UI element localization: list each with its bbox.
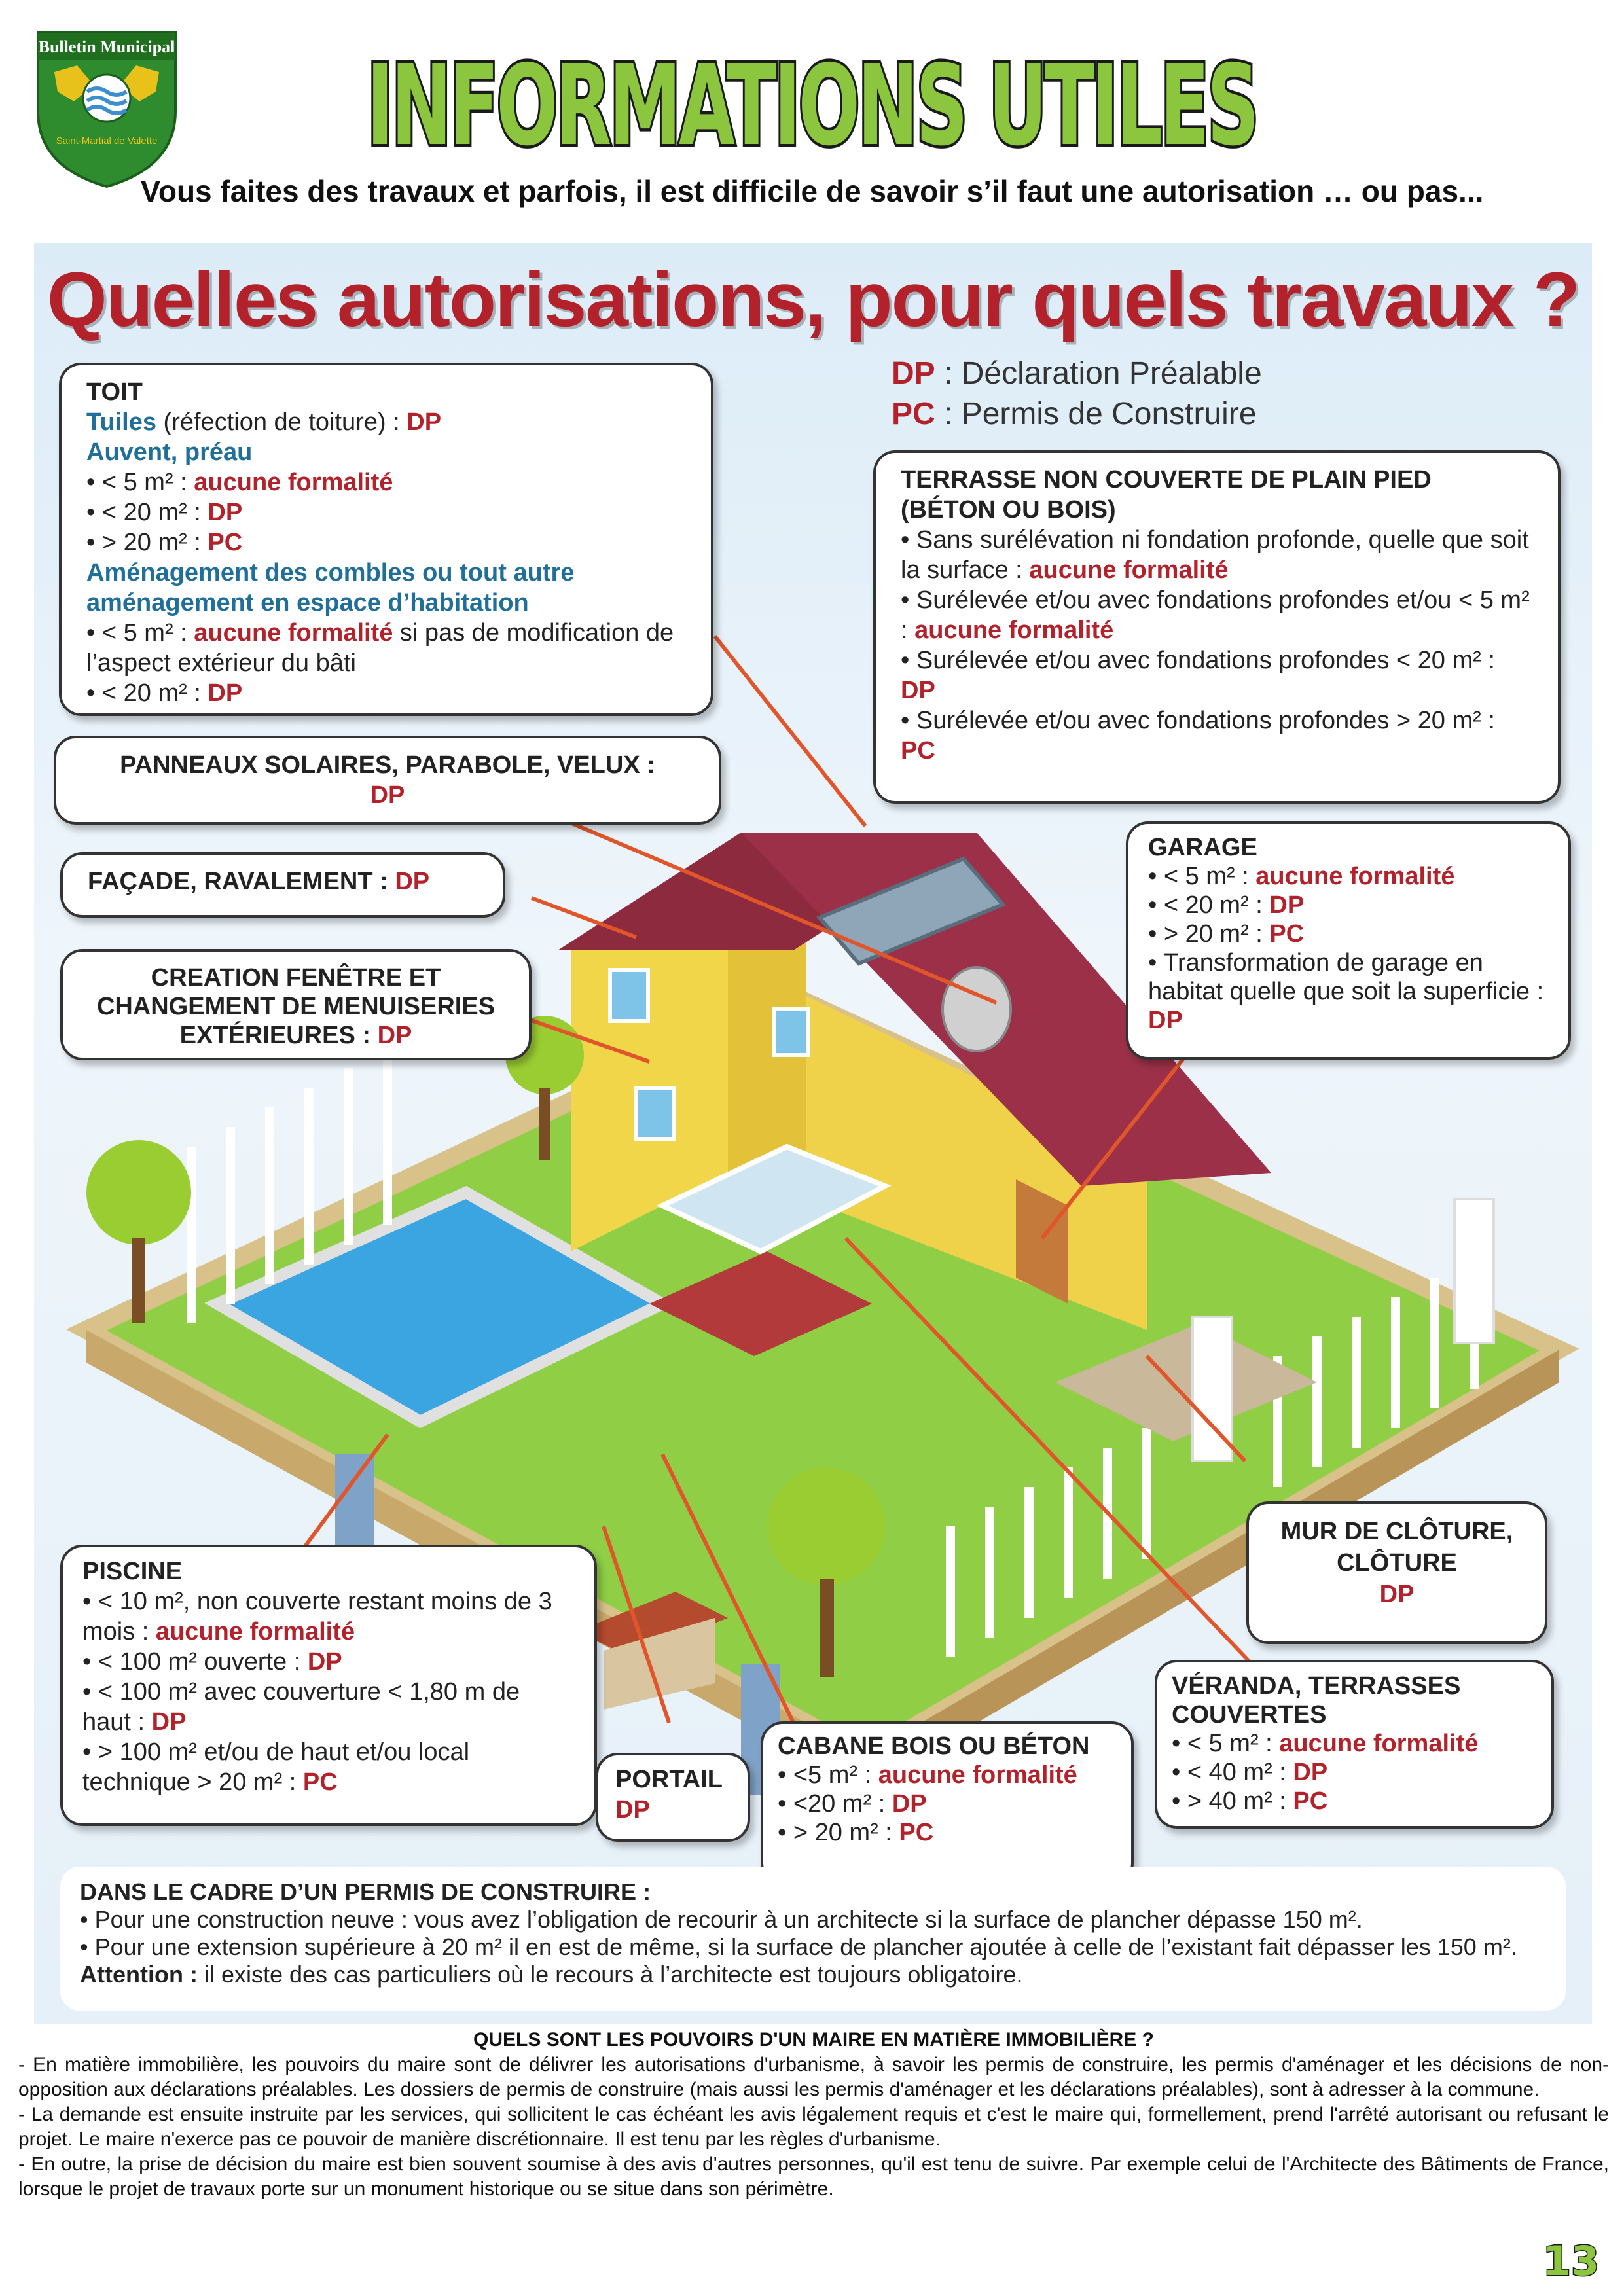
terrasse-t1: • Sans surélévation ni fondation profonde, quelle que soit la surface : xyxy=(901,526,1529,584)
panneaux-val: DP xyxy=(370,781,405,809)
piscine-box xyxy=(60,1545,597,1826)
toit-auvent: Auvent, préau xyxy=(86,439,253,466)
veranda-box xyxy=(1155,1660,1554,1829)
panneaux-box xyxy=(54,736,721,825)
veranda-heading: VÉRANDA, TERRASSES COUVERTES xyxy=(1172,1672,1461,1729)
garage-g1: • < 5 m² : xyxy=(1148,863,1256,890)
cabane-k3-val: PC xyxy=(899,1819,934,1846)
veranda-v3: • > 40 m² : xyxy=(1172,1787,1293,1815)
piscine-p4: • > 100 m² et/ou de haut et/ou local technique > 20 m² : xyxy=(82,1738,470,1796)
permis-l1: • Pour une construction neuve : vous avez l’obligation de recourir à un architecte si la surface de plancher dépasse 150 m². xyxy=(80,1906,1363,1933)
terrasse-t1-val: aucune formalité xyxy=(1029,556,1229,584)
page-number xyxy=(1542,2232,1600,2285)
municipal-crest-logo xyxy=(31,26,182,190)
piscine-p2-val: DP xyxy=(307,1648,342,1676)
mur-box xyxy=(1246,1501,1547,1644)
portail-box xyxy=(596,1753,750,1842)
cabane-k2-val: DP xyxy=(892,1790,927,1818)
toit-combles: Aménagement des combles ou tout autre aménagement en espace d’habitation xyxy=(86,559,575,617)
garage-heading: GARAGE xyxy=(1148,834,1257,861)
garage-g3-val: PC xyxy=(1269,920,1305,948)
crest-text: Bulletin Municipal xyxy=(38,37,175,56)
legend-dp-abbr: DP xyxy=(892,356,935,391)
facade-val: DP xyxy=(395,868,430,895)
terrasse-t2: • Surélevée et/ou avec fondations profondes et/ou < 5 m² : xyxy=(901,586,1530,644)
garage-g4: • Transformation de garage en habitat quelle que soit la superficie : xyxy=(1148,949,1544,1005)
garage-box xyxy=(1126,821,1571,1060)
fenetre-box xyxy=(60,949,532,1060)
toit-c2: • < 20 m² : xyxy=(86,679,208,707)
toit-a1: • < 5 m² : xyxy=(86,469,194,496)
veranda-v2-val: DP xyxy=(1293,1759,1328,1786)
svg-text:INFORMATIONS UTILES: INFORMATIONS UTILES xyxy=(367,41,1257,171)
toit-c2-val: DP xyxy=(208,679,243,707)
garage-g4-val: DP xyxy=(1148,1007,1183,1034)
cabane-k1: • <5 m² : xyxy=(778,1761,878,1789)
toit-c1-text: si pas de modification de l’aspect extérieur du bâti xyxy=(86,619,674,677)
veranda-v1: • < 5 m² : xyxy=(1172,1730,1280,1757)
garage-g2: • < 20 m² : xyxy=(1148,891,1270,919)
crest-subtext: Saint-Martial de Valette xyxy=(56,135,158,147)
toit-heading: TOIT xyxy=(86,378,143,406)
mur-label: MUR DE CLÔTURE, CLÔTURE xyxy=(1280,1518,1513,1577)
cabane-heading: CABANE BOIS OU BÉTON xyxy=(778,1732,1090,1760)
piscine-p2: • < 100 m² ouverte : xyxy=(82,1648,308,1676)
legend: DP : Déclaration Préalable PC : Permis de Construire xyxy=(892,356,1262,431)
piscine-p4-val: PC xyxy=(302,1768,338,1796)
bottom-paragraph-2: - La demande est ensuite instruite par les services, qui sollicitent le cas échéant les avis légalement requis et c'est le maire qui, formellement, prend l'arrêté autorisant ou refusant le projet. Le maire n'exerce pas ce pouvoir de manière discrétionnaire. Il est tenu par les règles d'urbanisme. xyxy=(18,2104,1609,2150)
permis-attention: Attention : xyxy=(80,1961,198,1988)
veranda-v3-val: PC xyxy=(1293,1787,1328,1815)
toit-a2: • < 20 m² : xyxy=(86,499,208,526)
permis-l3: il existe des cas particuliers où le recours à l’architecte est toujours obligatoire. xyxy=(197,1961,1023,1988)
toit-box xyxy=(59,363,713,716)
cabane-k1-val: aucune formalité xyxy=(878,1761,1077,1789)
bottom-paragraph-3: - En outre, la prise de décision du maire est bien souvent soumise à des avis d'autres personnes, qu'il est tenu de suivre. Par exemple celui de l'Architecte des Bâtiments de France, lorsque le projet de travaux porte sur un monument historique ou se situe dans son périmètre. xyxy=(18,2153,1609,2200)
terrasse-box xyxy=(873,450,1561,804)
toit-c1-val: aucune formalité xyxy=(194,619,393,647)
poster-title: Quelles autorisations, pour quels travaux ? xyxy=(46,257,1579,343)
page-subtitle: Vous faites des travaux et parfois, il est difficile de savoir s’il faut une autorisation … ou pas... xyxy=(140,174,1484,208)
terrasse-t3-val: DP xyxy=(901,677,935,704)
svg-text:13: 13 xyxy=(1542,2237,1600,2285)
bottom-paragraph-1: - En matière immobilière, les pouvoirs du maire sont de délivrer les autorisations d'urbanisme, à savoir les permis de construire, les permis d'aménager et les décisions de non-opposition aux déclarations préalables. Les dossiers de permis de construire (mais aussi les permis d'aménager et les déclarations préalables), sont à adresser à la commune. xyxy=(18,2054,1609,2100)
terrasse-t2-val: aucune formalité xyxy=(914,617,1114,644)
piscine-p1: • < 10 m², non couverte restant moins de 3 mois : xyxy=(82,1588,552,1645)
facade-label: FAÇADE, RAVALEMENT : xyxy=(88,868,395,895)
toit-a3-val: PC xyxy=(208,529,243,556)
piscine-heading: PISCINE xyxy=(82,1558,183,1585)
panneaux-label: PANNEAUX SOLAIRES, PARABOLE, VELUX : xyxy=(120,751,655,779)
legend-dp-text: Déclaration Préalable xyxy=(961,356,1262,391)
toit-a2-val: DP xyxy=(208,499,243,526)
fenetre-val: DP xyxy=(377,1022,412,1049)
garage-g1-val: aucune formalité xyxy=(1255,863,1455,890)
terrasse-t4-val: PC xyxy=(901,737,935,764)
fenetre-label: CREATION FENÊTRE ET CHANGEMENT DE MENUISERIES EXTÉRIEURES : xyxy=(96,964,496,1049)
legend-pc-text: Permis de Construire xyxy=(961,397,1257,431)
portail-label: PORTAIL xyxy=(615,1766,723,1793)
veranda-v1-val: aucune formalité xyxy=(1279,1730,1479,1757)
toit-tuiles: Tuiles xyxy=(86,408,156,436)
main-title xyxy=(353,26,1270,177)
terrasse-heading: TERRASSE NON COUVERTE DE PLAIN PIED (BÉTON OU BOIS) xyxy=(901,466,1432,524)
permis-l2: • Pour une extension supérieure à 20 m² il en est de même, si la surface de plancher ajoutée à celle de l’existant fait dépasser les 150 m². xyxy=(80,1933,1517,1960)
portail-val: DP xyxy=(615,1796,650,1823)
terrasse-t4: • Surélevée et/ou avec fondations profondes > 20 m² : xyxy=(901,707,1495,734)
cabane-k2: • <20 m² : xyxy=(778,1790,892,1818)
veranda-v2: • < 40 m² : xyxy=(1172,1759,1293,1786)
toit-tuiles-text: (réfection de toiture) : xyxy=(156,408,407,436)
facade-box xyxy=(60,852,505,918)
bottom-question: QUELS SONT LES POUVOIRS D'UN MAIRE EN MATIÈRE IMMOBILIÈRE ? xyxy=(473,2029,1154,2051)
terrasse-t3: • Surélevée et/ou avec fondations profondes < 20 m² : xyxy=(901,647,1495,674)
toit-a3: • > 20 m² : xyxy=(86,529,208,556)
cabane-k3: • > 20 m² : xyxy=(778,1819,899,1846)
cabane-box xyxy=(761,1721,1134,1885)
bottom-text xyxy=(18,2028,1609,2202)
legend-pc-abbr: PC xyxy=(892,397,935,431)
piscine-p3-val: DP xyxy=(151,1708,187,1736)
toit-tuiles-val: DP xyxy=(406,408,442,436)
toit-a1-val: aucune formalité xyxy=(194,469,393,496)
toit-c1: • < 5 m² : xyxy=(86,619,194,647)
piscine-p1-val: aucune formalité xyxy=(155,1618,355,1645)
garage-g2-val: DP xyxy=(1269,891,1305,919)
permis-heading: DANS LE CADRE D’UN PERMIS DE CONSTRUIRE : xyxy=(80,1878,651,1905)
mur-val: DP xyxy=(1379,1581,1415,1608)
garage-g3: • > 20 m² : xyxy=(1148,920,1270,948)
permis-box xyxy=(60,1867,1566,2011)
infographic-poster xyxy=(34,243,1592,2024)
piscine-p3: • < 100 m² avec couverture < 1,80 m de haut : xyxy=(82,1678,520,1736)
